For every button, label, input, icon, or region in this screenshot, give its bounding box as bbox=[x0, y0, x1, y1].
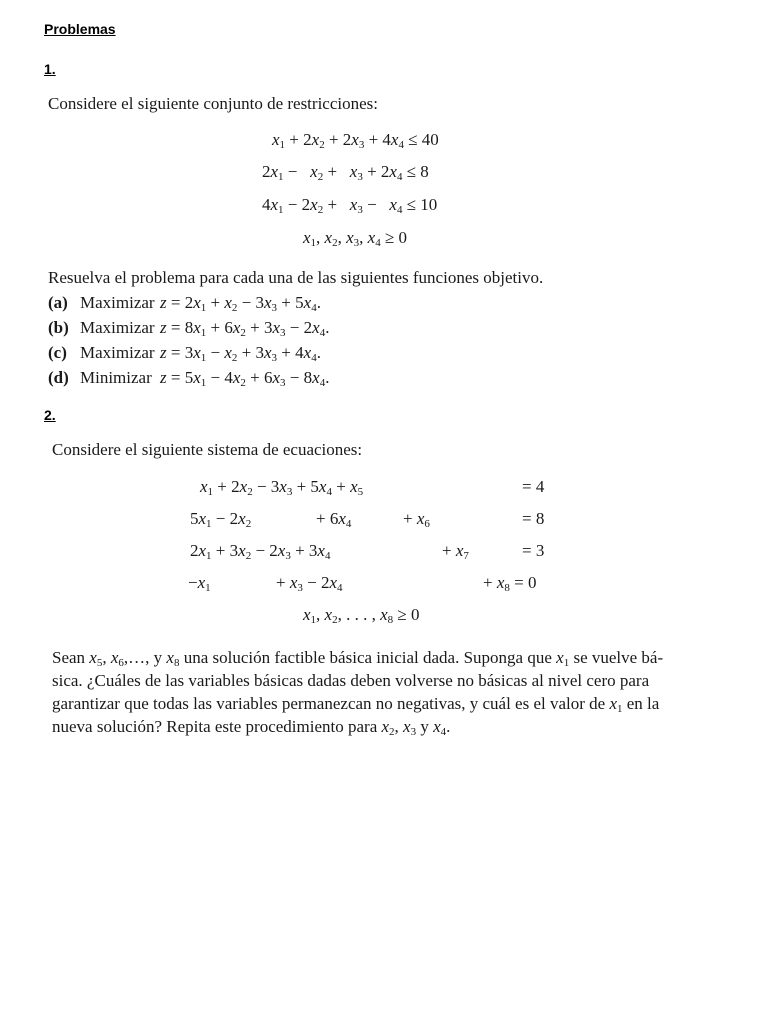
equation-2-x6: + $x_6$ bbox=[403, 509, 430, 530]
equation-1: $x_1 + 2x_2 - 3x_3 + 5x_4 + x_5$ bbox=[200, 477, 364, 498]
objective-verb: Maximizar bbox=[80, 343, 155, 362]
page-title: Problemas bbox=[44, 21, 116, 37]
constraint-2: $2x_1 - x_2 + x_3 + 2x_4 \le 8$ bbox=[262, 162, 429, 183]
objective-label: (c) bbox=[48, 343, 67, 362]
equation-3-rhs: = 3 bbox=[522, 541, 545, 560]
problem-2-intro: Considere el siguiente sistema de ecuaciones: bbox=[52, 440, 363, 459]
equation-4-x8: + $x_8 = 0$ bbox=[483, 573, 537, 594]
equation-3-x7: + $x_7$ bbox=[442, 541, 469, 562]
paragraph-line-2: sica. ¿Cuáles de las variables básicas dadas deben volverse no básicas al nivel cero para bbox=[52, 671, 650, 690]
objective-b: (b) Maximizar $z = 8x_1 + 6x_2 + 3x_3 - 2x_4$. bbox=[48, 318, 330, 339]
equation-2: $5x_1 - 2x_2$ bbox=[190, 509, 252, 530]
objective-verb: Maximizar bbox=[80, 293, 155, 312]
objective-verb: Maximizar bbox=[80, 318, 155, 337]
objective-c: (c) Maximizar $z = 3x_1 - x_2 + 3x_3 + 4x_4$. bbox=[48, 343, 321, 364]
objective-a: (a) Maximizar $z = 2x_1 + x_2 - 3x_3 + 5x_4$. bbox=[48, 293, 321, 314]
constraint-3: $4x_1 - 2x_2 + x_3 - x_4 \le 10$ bbox=[262, 195, 438, 216]
nonnegativity-2: $x_1$, $x_2$, . . . , $x_8 \ge 0$ bbox=[303, 605, 420, 626]
constraint-1: $x_1 + 2x_2 + 2x_3 + 4x_4 \le 40$ bbox=[272, 130, 439, 151]
equation-1-rhs: = 4 bbox=[522, 477, 545, 496]
paragraph-line-4: nueva solución? Repita este procedimiento para $x_2$, $x_3$ y $x_4$. bbox=[52, 717, 451, 738]
objective-label: (b) bbox=[48, 318, 69, 337]
problem-2-paragraph bbox=[52, 646, 663, 738]
paragraph-line-3: garantizar que todas las variables permanezcan no negativas, y cuál es el valor de $x_1$ en la bbox=[52, 694, 660, 715]
problem-1-number: 1. bbox=[44, 61, 56, 77]
paragraph-line-1: Sean $x_5$, $x_6,\dots$, y $x_8$ una solución factible básica inicial dada. Suponga que $x_1$ se vuelve bá- bbox=[52, 648, 664, 669]
equation-4-mid: + $x_3 - 2x_4$ bbox=[276, 573, 343, 594]
equation-4: $-x_1$ bbox=[188, 573, 211, 594]
problem-2-number: 2. bbox=[44, 407, 56, 423]
problem-1-instruction: Resuelva el problema para cada una de las siguientes funciones objetivo. bbox=[48, 268, 544, 287]
objective-label: (a) bbox=[48, 293, 68, 312]
equation-2-x4: + $6x_4$ bbox=[316, 509, 352, 530]
problem-1-intro: Considere el siguiente conjunto de restricciones: bbox=[48, 94, 378, 113]
nonnegativity-1: $x_1$, $x_2$, $x_3$, $x_4 \ge 0$ bbox=[303, 228, 408, 249]
equation-2-rhs: = 8 bbox=[522, 509, 545, 528]
objective-label: (d) bbox=[48, 368, 69, 387]
objective-verb: Minimizar bbox=[80, 368, 152, 387]
equation-3: $2x_1 + 3x_2 - 2x_3 + 3x_4$ bbox=[190, 541, 331, 562]
objective-d: (d) Minimizar $z = 5x_1 - 4x_2 + 6x_3 - 8x_4$. bbox=[48, 368, 330, 389]
